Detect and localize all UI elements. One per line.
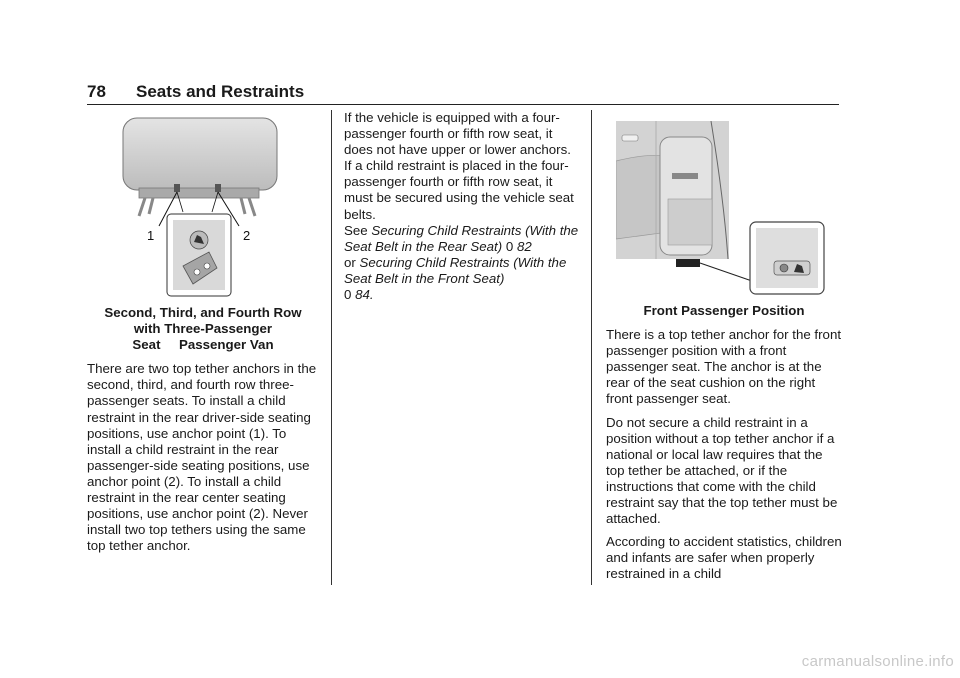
see-word: See (344, 222, 368, 238)
or-word: or (344, 254, 356, 270)
front-seat-figure (616, 121, 826, 297)
four-passenger-paragraph: If the vehicle is equipped with a four-passenger fourth or fifth row seat, it does not have upper or lower anchors. If a child restraint is placed in the four-passenger fourth or fifth row seat, it must be secured using the vehicle seat belts. (344, 110, 574, 222)
section-title: Seats and Restraints (136, 82, 305, 101)
front-passenger-caption: Front Passenger Position (643, 303, 805, 318)
tether-anchors-paragraph: There are two top tether anchors in the second, third, and fourth row three-passenger seats. To install a child restraint in the rear driver-side seating positions, use anchor point (1). To install a child restraint in the rear passenger-side seating positions, use anchor point (2). To install a child restraint in the rear center seating positions, use anchor point (2). Never install two top tethers using the same top tether anchor. (87, 361, 317, 554)
column-2-text (344, 110, 580, 303)
figure-caption (87, 305, 319, 353)
page-ref-icon: 0 (505, 238, 514, 254)
anchor-label-2: 2 (243, 228, 251, 243)
page-header (87, 82, 839, 105)
caption-line-3: Seat Passenger Van (132, 337, 274, 353)
anchor-label-1: 1 (147, 228, 155, 243)
caption-line-2: with Three-Passenger (133, 321, 273, 337)
watermark-text: carmanualsonline.info (801, 653, 954, 670)
front-passenger-anchor-illustration (616, 121, 826, 297)
rear-seat-anchor-illustration (117, 116, 287, 300)
cross-reference-link-2[interactable]: Securing Child Restraints (With the Seat Belt in the Front Seat) (344, 254, 567, 286)
front-passenger-paragraph-1: There is a top tether anchor for the front passenger position with a front passenger seat. The anchor is at the rear of the seat cushion on the right front passenger seat. (606, 327, 842, 407)
cross-reference-paragraph: See Securing Child Restraints (With the Seat Belt in the Rear Seat) 0 82 or Securing Child Restraints (With the Seat Belt in the Front Seat) 0 84. (344, 222, 579, 303)
front-passenger-paragraph-2: Do not secure a child restraint in a position without a top tether anchor if a national or local law requires that the top tether be attached, or if the instructions that come with the child restraint say that the top tether must be attached. (606, 414, 838, 527)
cross-reference-link-1[interactable]: Securing Child Restraints (With the Seat Belt in the Rear Seat) (344, 222, 579, 254)
seat-back-figure (117, 116, 287, 300)
column-divider-2 (591, 110, 592, 585)
cross-reference-page-2[interactable]: 84 (355, 287, 370, 303)
column-divider-1 (331, 110, 332, 585)
cross-reference-page-1[interactable]: 82 (517, 238, 532, 254)
front-passenger-paragraph-3: According to accident statistics, children and infants are safer when properly restrained in a child (606, 534, 842, 582)
column-1-text (87, 305, 319, 561)
page-ref-icon: 0 (344, 287, 352, 303)
column-3-text (606, 303, 842, 590)
page-number: 78 (87, 82, 106, 101)
caption-line-1: Second, Third, and Fourth Row (104, 305, 302, 320)
